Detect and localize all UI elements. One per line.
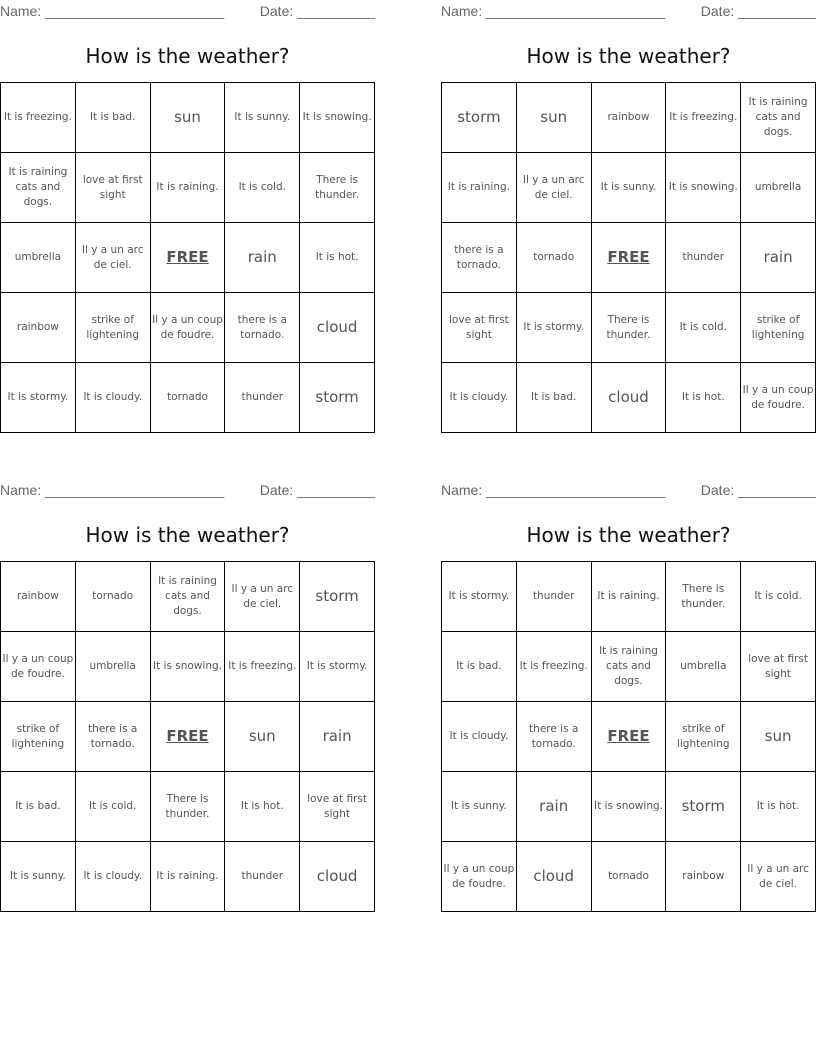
- free-space: FREE: [591, 702, 666, 772]
- date-field: Date: __________: [259, 482, 375, 498]
- grid-row: [442, 842, 816, 912]
- bingo-cell: It is freezing.: [666, 83, 741, 153]
- free-space: FREE: [150, 702, 225, 772]
- bingo-cell: It is cloudy.: [442, 702, 517, 772]
- bingo-cell: thunder: [225, 842, 300, 912]
- bingo-cell: storm: [300, 562, 375, 632]
- bingo-cell: It is sunny.: [225, 83, 300, 153]
- bingo-cell: It is snowing.: [150, 632, 225, 702]
- grid-row: [1, 363, 375, 433]
- bingo-cell: sun: [516, 83, 591, 153]
- bingo-cell: It is raining.: [591, 562, 666, 632]
- card-header: [0, 0, 375, 24]
- bingo-card: [0, 479, 375, 912]
- bingo-cell: There is thunder.: [591, 293, 666, 363]
- bingo-cell: strike of lightening: [666, 702, 741, 772]
- grid-row: [1, 842, 375, 912]
- date-field: Date: __________: [700, 3, 816, 19]
- bingo-cell: storm: [300, 363, 375, 433]
- bingo-cell: there is a tornado.: [516, 702, 591, 772]
- date-field: Date: __________: [700, 482, 816, 498]
- bingo-cell: It is stormy.: [442, 562, 517, 632]
- bingo-cell: It is bad.: [75, 83, 150, 153]
- grid-row: [442, 293, 816, 363]
- bingo-cell: It is stormy.: [300, 632, 375, 702]
- bingo-cell: It is sunny.: [591, 153, 666, 223]
- card-title: How is the weather?: [85, 44, 290, 68]
- bingo-cell: rainbow: [1, 293, 76, 363]
- bingo-cell: thunder: [666, 223, 741, 293]
- bingo-cell: It is bad.: [1, 772, 76, 842]
- bingo-cell: It is cloudy.: [75, 842, 150, 912]
- bingo-cell: It is bad.: [516, 363, 591, 433]
- grid-row: [1, 153, 375, 223]
- bingo-cell: there is a tornado.: [225, 293, 300, 363]
- bingo-cell: It is raining.: [150, 153, 225, 223]
- bingo-cell: It is raining cats and dogs.: [150, 562, 225, 632]
- bingo-cell: tornado: [591, 842, 666, 912]
- bingo-cell: strike of lightening: [75, 293, 150, 363]
- bingo-cell: love at first sight: [300, 772, 375, 842]
- bingo-cell: cloud: [300, 842, 375, 912]
- bingo-cell: It is snowing.: [591, 772, 666, 842]
- name-field: Name: _______________________: [441, 482, 666, 498]
- bingo-cell: It is hot.: [300, 223, 375, 293]
- grid-row: [442, 153, 816, 223]
- bingo-cell: rainbow: [1, 562, 76, 632]
- grid-row: [1, 702, 375, 772]
- bingo-cell: It is hot.: [741, 772, 816, 842]
- free-space: FREE: [150, 223, 225, 293]
- bingo-cell: cloud: [300, 293, 375, 363]
- grid-row: [442, 562, 816, 632]
- card-title: How is the weather?: [85, 523, 290, 547]
- bingo-cell: There is thunder.: [666, 562, 741, 632]
- bingo-cell: It is cold.: [741, 562, 816, 632]
- bingo-cell: There is thunder.: [300, 153, 375, 223]
- bingo-cell: cloud: [516, 842, 591, 912]
- bingo-cell: It is raining.: [442, 153, 517, 223]
- bingo-cell: love at first sight: [442, 293, 517, 363]
- bingo-cell: It is cloudy.: [442, 363, 517, 433]
- bingo-cell: It is raining cats and dogs.: [1, 153, 76, 223]
- bingo-card: [441, 0, 816, 433]
- card-header: [441, 479, 816, 503]
- bingo-cell: rain: [300, 702, 375, 772]
- bingo-cell: cloud: [591, 363, 666, 433]
- grid-row: [442, 772, 816, 842]
- bingo-cell: It is cold.: [75, 772, 150, 842]
- card-header: [441, 0, 816, 24]
- bingo-cell: It is stormy.: [516, 293, 591, 363]
- bingo-cell: It is hot.: [225, 772, 300, 842]
- bingo-cell: It is cold.: [666, 293, 741, 363]
- bingo-cell: umbrella: [666, 632, 741, 702]
- grid-row: [1, 772, 375, 842]
- bingo-cell: Il y a un coup de foudre.: [442, 842, 517, 912]
- bingo-cell: rain: [741, 223, 816, 293]
- bingo-cell: Il y a un arc de ciel.: [225, 562, 300, 632]
- grid-row: [1, 83, 375, 153]
- card-title: How is the weather?: [526, 523, 731, 547]
- bingo-cell: It is freezing.: [516, 632, 591, 702]
- grid-row: [442, 363, 816, 433]
- bingo-cell: love at first sight: [75, 153, 150, 223]
- bingo-cell: thunder: [516, 562, 591, 632]
- bingo-cell: It is stormy.: [1, 363, 76, 433]
- bingo-cell: rainbow: [666, 842, 741, 912]
- bingo-cell: It is hot.: [666, 363, 741, 433]
- bingo-cell: There is thunder.: [150, 772, 225, 842]
- bingo-cell: strike of lightening: [1, 702, 76, 772]
- name-field: Name: _______________________: [441, 3, 666, 19]
- bingo-cell: Il y a un arc de ciel.: [516, 153, 591, 223]
- bingo-cell: It is freezing.: [1, 83, 76, 153]
- grid-row: [442, 702, 816, 772]
- bingo-card: [0, 0, 375, 433]
- bingo-cell: It is cold.: [225, 153, 300, 223]
- bingo-cell: It is raining cats and dogs.: [591, 632, 666, 702]
- bingo-cell: It is bad.: [442, 632, 517, 702]
- bingo-cell: thunder: [225, 363, 300, 433]
- bingo-cell: umbrella: [741, 153, 816, 223]
- bingo-cell: umbrella: [1, 223, 76, 293]
- bingo-cell: rain: [225, 223, 300, 293]
- bingo-cell: sun: [741, 702, 816, 772]
- card-header: [0, 479, 375, 503]
- bingo-cell: storm: [666, 772, 741, 842]
- bingo-cell: It is sunny.: [442, 772, 517, 842]
- bingo-grid: [441, 82, 816, 433]
- bingo-cell: tornado: [516, 223, 591, 293]
- bingo-cell: Il y a un arc de ciel.: [741, 842, 816, 912]
- grid-row: [442, 632, 816, 702]
- grid-row: [1, 562, 375, 632]
- bingo-cell: tornado: [150, 363, 225, 433]
- bingo-grid: [0, 561, 375, 912]
- bingo-cell: sun: [150, 83, 225, 153]
- bingo-cell: Il y a un coup de foudre.: [741, 363, 816, 433]
- bingo-cell: It is sunny.: [1, 842, 76, 912]
- date-field: Date: __________: [259, 3, 375, 19]
- bingo-cell: Il y a un coup de foudre.: [150, 293, 225, 363]
- bingo-cell: umbrella: [75, 632, 150, 702]
- grid-row: [442, 223, 816, 293]
- name-field: Name: _______________________: [0, 482, 225, 498]
- bingo-cell: storm: [442, 83, 517, 153]
- bingo-cell: strike of lightening: [741, 293, 816, 363]
- bingo-cell: It is snowing.: [666, 153, 741, 223]
- name-field: Name: _______________________: [0, 3, 225, 19]
- grid-row: [1, 223, 375, 293]
- bingo-cell: tornado: [75, 562, 150, 632]
- bingo-grid: [441, 561, 816, 912]
- bingo-cell: there is a tornado.: [442, 223, 517, 293]
- bingo-cell: sun: [225, 702, 300, 772]
- bingo-cell: Il y a un arc de ciel.: [75, 223, 150, 293]
- bingo-cell: there is a tornado.: [75, 702, 150, 772]
- grid-row: [442, 83, 816, 153]
- free-space: FREE: [591, 223, 666, 293]
- bingo-cell: Il y a un coup de foudre.: [1, 632, 76, 702]
- bingo-cell: It is raining cats and dogs.: [741, 83, 816, 153]
- bingo-grid: [0, 82, 375, 433]
- grid-row: [1, 293, 375, 363]
- grid-row: [1, 632, 375, 702]
- bingo-cell: rain: [516, 772, 591, 842]
- bingo-cell: It is freezing.: [225, 632, 300, 702]
- bingo-cell: rainbow: [591, 83, 666, 153]
- bingo-cell: It is cloudy.: [75, 363, 150, 433]
- bingo-cell: It is raining.: [150, 842, 225, 912]
- bingo-cell: It is snowing.: [300, 83, 375, 153]
- bingo-cell: love at first sight: [741, 632, 816, 702]
- bingo-card: [441, 479, 816, 912]
- card-title: How is the weather?: [526, 44, 731, 68]
